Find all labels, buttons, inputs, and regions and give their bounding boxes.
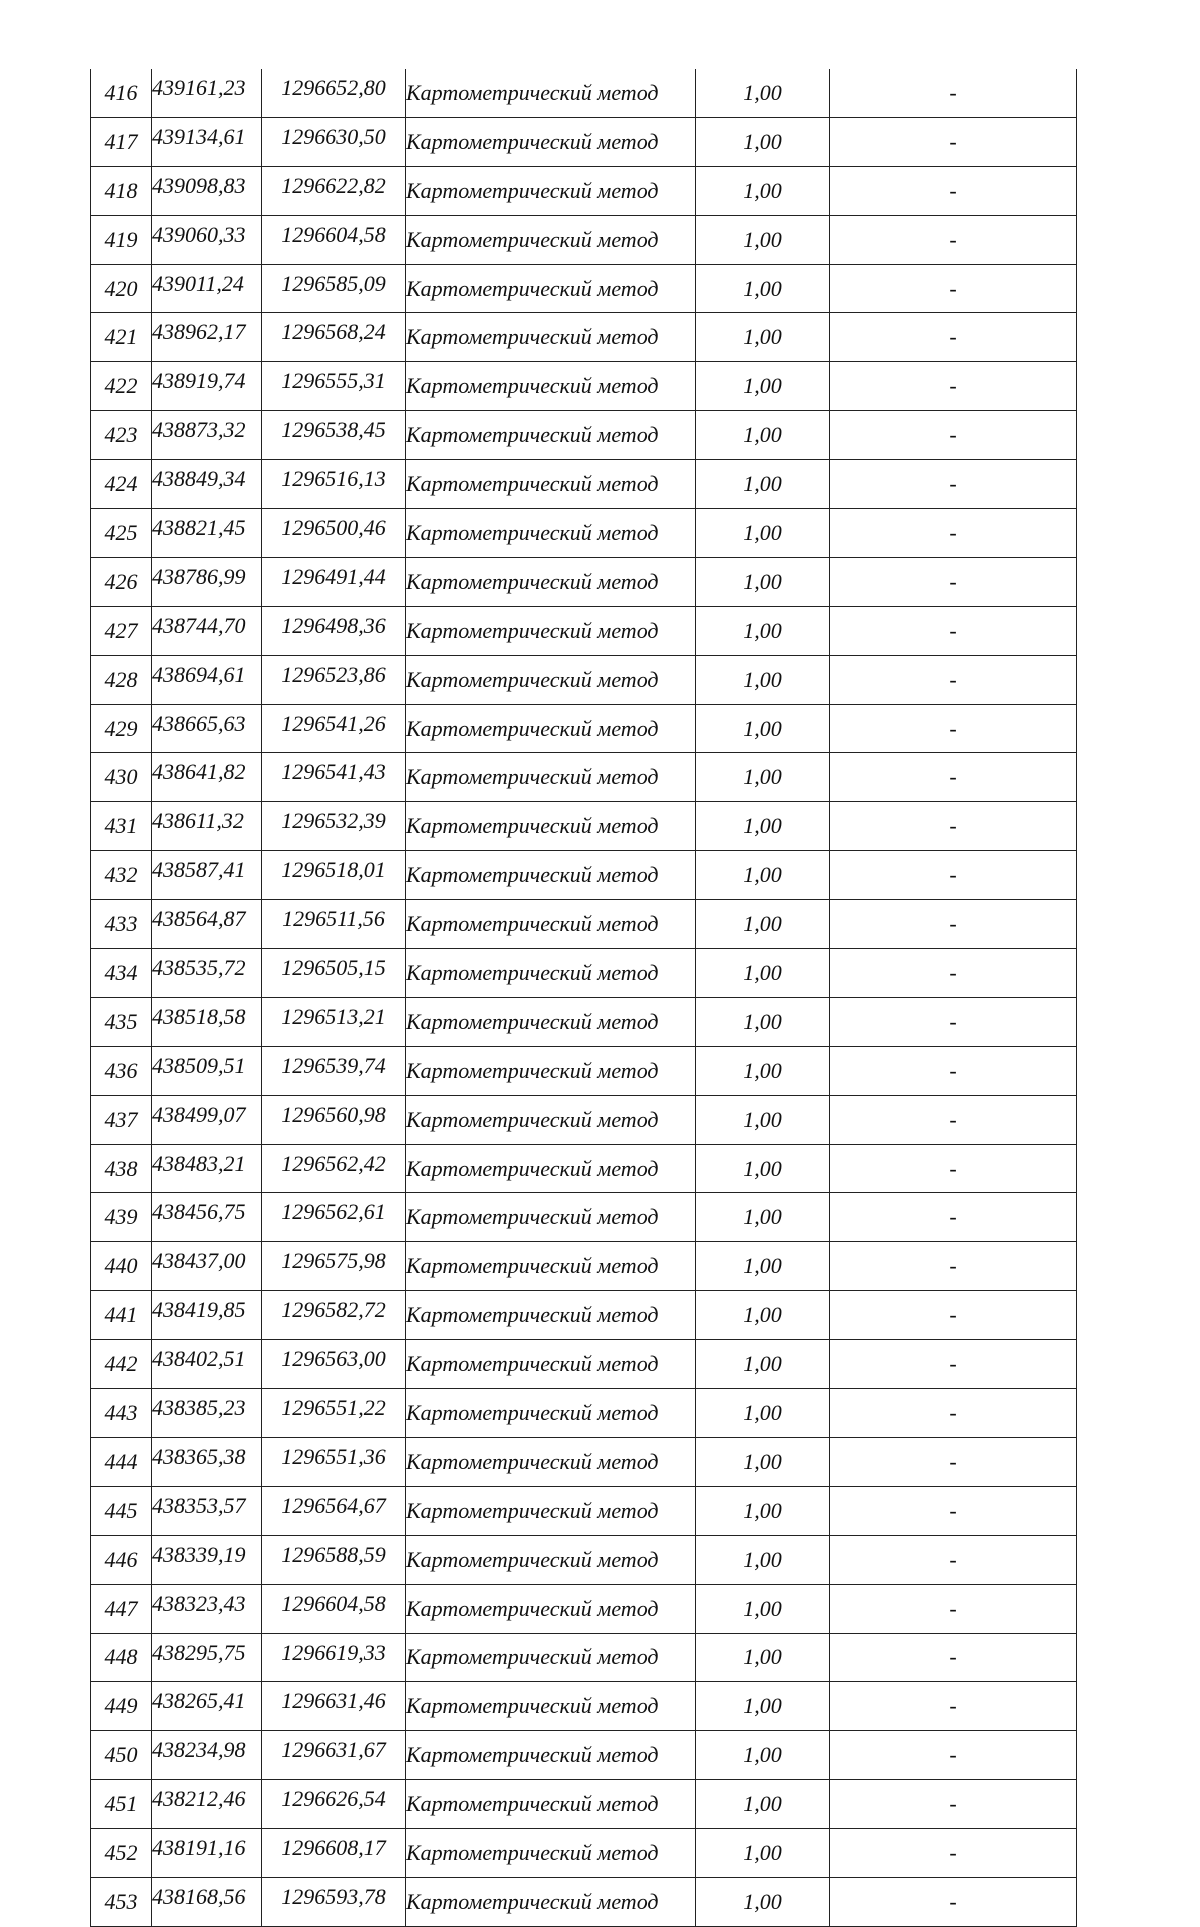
method-cell: Картометрический метод [406,1535,696,1584]
table-row [91,117,1077,166]
method-cell: Картометрический метод [406,1682,696,1731]
table-row [91,1389,1077,1438]
table-row [91,606,1077,655]
table-row [91,69,1077,117]
table-row [91,1046,1077,1095]
point-number-cell: 444 [91,1437,152,1486]
note-cell: - [830,1829,1077,1878]
y-coordinate-cell: 1296516,13 [262,460,406,509]
x-coordinate-cell: 438564,87 [152,900,262,949]
table-row [91,460,1077,509]
precision-cell: 1,00 [696,166,830,215]
note-cell: - [830,1731,1077,1780]
note-cell: - [830,900,1077,949]
y-coordinate-cell: 1296551,22 [262,1389,406,1438]
point-number-cell: 441 [91,1291,152,1340]
point-number-cell: 451 [91,1780,152,1829]
note-cell: - [830,1291,1077,1340]
x-coordinate-cell: 439098,83 [152,166,262,215]
table-row [91,362,1077,411]
method-cell: Картометрический метод [406,69,696,117]
table-row [91,557,1077,606]
point-number-cell: 432 [91,851,152,900]
table-row [91,753,1077,802]
table-row [91,851,1077,900]
note-cell: - [830,215,1077,264]
point-number-cell: 431 [91,802,152,851]
x-coordinate-cell: 438323,43 [152,1584,262,1633]
precision-cell: 1,00 [696,1584,830,1633]
note-cell: - [830,704,1077,753]
precision-cell: 1,00 [696,215,830,264]
method-cell: Картометрический метод [406,460,696,509]
method-cell: Картометрический метод [406,1340,696,1389]
table-row [91,1731,1077,1780]
y-coordinate-cell: 1296551,36 [262,1437,406,1486]
x-coordinate-cell: 438295,75 [152,1633,262,1682]
x-coordinate-cell: 438402,51 [152,1340,262,1389]
y-coordinate-cell: 1296562,61 [262,1193,406,1242]
method-cell: Картометрический метод [406,1584,696,1633]
method-cell: Картометрический метод [406,1095,696,1144]
point-number-cell: 430 [91,753,152,802]
x-coordinate-cell: 438786,99 [152,557,262,606]
method-cell: Картометрический метод [406,362,696,411]
table-row [91,704,1077,753]
point-number-cell: 445 [91,1486,152,1535]
note-cell: - [830,1144,1077,1193]
point-number-cell: 435 [91,997,152,1046]
note-cell: - [830,69,1077,117]
note-cell: - [830,117,1077,166]
point-number-cell: 425 [91,509,152,558]
method-cell: Картометрический метод [406,753,696,802]
precision-cell: 1,00 [696,1095,830,1144]
y-coordinate-cell: 1296563,00 [262,1340,406,1389]
precision-cell: 1,00 [696,606,830,655]
precision-cell: 1,00 [696,1193,830,1242]
table-row [91,313,1077,362]
method-cell: Картометрический метод [406,264,696,313]
y-coordinate-cell: 1296505,15 [262,949,406,998]
point-number-cell: 417 [91,117,152,166]
note-cell: - [830,1780,1077,1829]
point-number-cell: 426 [91,557,152,606]
x-coordinate-cell: 438821,45 [152,509,262,558]
note-cell: - [830,802,1077,851]
table-row [91,1095,1077,1144]
table-row [91,166,1077,215]
method-cell: Картометрический метод [406,1046,696,1095]
precision-cell: 1,00 [696,69,830,117]
x-coordinate-cell: 438168,56 [152,1877,262,1926]
table-row [91,1682,1077,1731]
y-coordinate-cell: 1296631,67 [262,1731,406,1780]
y-coordinate-cell: 1296631,46 [262,1682,406,1731]
method-cell: Картометрический метод [406,655,696,704]
y-coordinate-cell: 1296513,21 [262,997,406,1046]
x-coordinate-cell: 438419,85 [152,1291,262,1340]
method-cell: Картометрический метод [406,1486,696,1535]
method-cell: Картометрический метод [406,606,696,655]
note-cell: - [830,1193,1077,1242]
precision-cell: 1,00 [696,1242,830,1291]
table-row [91,1437,1077,1486]
precision-cell: 1,00 [696,362,830,411]
x-coordinate-cell: 438483,21 [152,1144,262,1193]
method-cell: Картометрический метод [406,997,696,1046]
method-cell: Картометрический метод [406,900,696,949]
point-number-cell: 433 [91,900,152,949]
y-coordinate-cell: 1296568,24 [262,313,406,362]
point-number-cell: 440 [91,1242,152,1291]
point-number-cell: 447 [91,1584,152,1633]
table-row [91,1780,1077,1829]
table-row [91,949,1077,998]
point-number-cell: 422 [91,362,152,411]
table-row [91,264,1077,313]
table-row [91,509,1077,558]
note-cell: - [830,313,1077,362]
y-coordinate-cell: 1296555,31 [262,362,406,411]
method-cell: Картометрический метод [406,117,696,166]
y-coordinate-cell: 1296523,86 [262,655,406,704]
coordinates-table [90,69,1077,1927]
y-coordinate-cell: 1296564,67 [262,1486,406,1535]
note-cell: - [830,606,1077,655]
point-number-cell: 443 [91,1389,152,1438]
method-cell: Картометрический метод [406,1877,696,1926]
table-row [91,900,1077,949]
table-row [91,1193,1077,1242]
y-coordinate-cell: 1296585,09 [262,264,406,313]
y-coordinate-cell: 1296511,56 [262,900,406,949]
y-coordinate-cell: 1296630,50 [262,117,406,166]
point-number-cell: 429 [91,704,152,753]
point-number-cell: 424 [91,460,152,509]
precision-cell: 1,00 [696,1633,830,1682]
precision-cell: 1,00 [696,1486,830,1535]
method-cell: Картометрический метод [406,1633,696,1682]
coordinates-table-body [91,69,1077,1926]
x-coordinate-cell: 438365,38 [152,1437,262,1486]
y-coordinate-cell: 1296491,44 [262,557,406,606]
x-coordinate-cell: 438339,19 [152,1535,262,1584]
precision-cell: 1,00 [696,1144,830,1193]
coordinates-sheet [90,69,1076,1927]
precision-cell: 1,00 [696,1731,830,1780]
note-cell: - [830,557,1077,606]
x-coordinate-cell: 438587,41 [152,851,262,900]
precision-cell: 1,00 [696,949,830,998]
precision-cell: 1,00 [696,264,830,313]
method-cell: Картометрический метод [406,509,696,558]
y-coordinate-cell: 1296608,17 [262,1829,406,1878]
table-row [91,1584,1077,1633]
table-row [91,1829,1077,1878]
x-coordinate-cell: 438212,46 [152,1780,262,1829]
x-coordinate-cell: 438641,82 [152,753,262,802]
y-coordinate-cell: 1296541,26 [262,704,406,753]
note-cell: - [830,1633,1077,1682]
point-number-cell: 439 [91,1193,152,1242]
note-cell: - [830,1095,1077,1144]
y-coordinate-cell: 1296622,82 [262,166,406,215]
point-number-cell: 420 [91,264,152,313]
x-coordinate-cell: 438744,70 [152,606,262,655]
x-coordinate-cell: 438849,34 [152,460,262,509]
method-cell: Картометрический метод [406,949,696,998]
method-cell: Картометрический метод [406,1780,696,1829]
x-coordinate-cell: 439161,23 [152,69,262,117]
precision-cell: 1,00 [696,557,830,606]
method-cell: Картометрический метод [406,851,696,900]
method-cell: Картометрический метод [406,1829,696,1878]
method-cell: Картометрический метод [406,1389,696,1438]
method-cell: Картометрический метод [406,215,696,264]
method-cell: Картометрический метод [406,166,696,215]
y-coordinate-cell: 1296562,42 [262,1144,406,1193]
x-coordinate-cell: 439011,24 [152,264,262,313]
x-coordinate-cell: 438353,57 [152,1486,262,1535]
note-cell: - [830,1486,1077,1535]
x-coordinate-cell: 438191,16 [152,1829,262,1878]
point-number-cell: 448 [91,1633,152,1682]
table-row [91,1291,1077,1340]
note-cell: - [830,1437,1077,1486]
precision-cell: 1,00 [696,900,830,949]
point-number-cell: 427 [91,606,152,655]
point-number-cell: 449 [91,1682,152,1731]
point-number-cell: 446 [91,1535,152,1584]
y-coordinate-cell: 1296593,78 [262,1877,406,1926]
method-cell: Картометрический метод [406,1437,696,1486]
y-coordinate-cell: 1296626,54 [262,1780,406,1829]
point-number-cell: 428 [91,655,152,704]
precision-cell: 1,00 [696,509,830,558]
note-cell: - [830,1584,1077,1633]
precision-cell: 1,00 [696,1682,830,1731]
point-number-cell: 437 [91,1095,152,1144]
method-cell: Картометрический метод [406,1242,696,1291]
note-cell: - [830,411,1077,460]
method-cell: Картометрический метод [406,1193,696,1242]
table-row [91,1633,1077,1682]
table-row [91,1486,1077,1535]
note-cell: - [830,1535,1077,1584]
y-coordinate-cell: 1296619,33 [262,1633,406,1682]
method-cell: Картометрический метод [406,802,696,851]
x-coordinate-cell: 438385,23 [152,1389,262,1438]
method-cell: Картометрический метод [406,1731,696,1780]
point-number-cell: 423 [91,411,152,460]
precision-cell: 1,00 [696,411,830,460]
note-cell: - [830,460,1077,509]
table-row [91,411,1077,460]
point-number-cell: 450 [91,1731,152,1780]
x-coordinate-cell: 439134,61 [152,117,262,166]
precision-cell: 1,00 [696,1437,830,1486]
x-coordinate-cell: 438509,51 [152,1046,262,1095]
y-coordinate-cell: 1296582,72 [262,1291,406,1340]
note-cell: - [830,1046,1077,1095]
table-row [91,215,1077,264]
precision-cell: 1,00 [696,997,830,1046]
x-coordinate-cell: 438456,75 [152,1193,262,1242]
y-coordinate-cell: 1296560,98 [262,1095,406,1144]
precision-cell: 1,00 [696,753,830,802]
x-coordinate-cell: 438611,32 [152,802,262,851]
precision-cell: 1,00 [696,313,830,362]
x-coordinate-cell: 438234,98 [152,1731,262,1780]
method-cell: Картометрический метод [406,1144,696,1193]
x-coordinate-cell: 439060,33 [152,215,262,264]
precision-cell: 1,00 [696,802,830,851]
point-number-cell: 442 [91,1340,152,1389]
y-coordinate-cell: 1296604,58 [262,215,406,264]
point-number-cell: 416 [91,69,152,117]
table-row [91,1144,1077,1193]
x-coordinate-cell: 438873,32 [152,411,262,460]
table-row [91,1242,1077,1291]
y-coordinate-cell: 1296588,59 [262,1535,406,1584]
table-row [91,1535,1077,1584]
precision-cell: 1,00 [696,1535,830,1584]
method-cell: Картометрический метод [406,313,696,362]
x-coordinate-cell: 438535,72 [152,949,262,998]
point-number-cell: 436 [91,1046,152,1095]
y-coordinate-cell: 1296518,01 [262,851,406,900]
precision-cell: 1,00 [696,117,830,166]
y-coordinate-cell: 1296538,45 [262,411,406,460]
table-row [91,997,1077,1046]
point-number-cell: 418 [91,166,152,215]
note-cell: - [830,1877,1077,1926]
precision-cell: 1,00 [696,655,830,704]
x-coordinate-cell: 438962,17 [152,313,262,362]
y-coordinate-cell: 1296539,74 [262,1046,406,1095]
y-coordinate-cell: 1296541,43 [262,753,406,802]
precision-cell: 1,00 [696,1046,830,1095]
precision-cell: 1,00 [696,1877,830,1926]
point-number-cell: 452 [91,1829,152,1878]
precision-cell: 1,00 [696,1389,830,1438]
point-number-cell: 453 [91,1877,152,1926]
precision-cell: 1,00 [696,1780,830,1829]
note-cell: - [830,166,1077,215]
precision-cell: 1,00 [696,1291,830,1340]
point-number-cell: 438 [91,1144,152,1193]
note-cell: - [830,851,1077,900]
point-number-cell: 419 [91,215,152,264]
method-cell: Картометрический метод [406,1291,696,1340]
x-coordinate-cell: 438919,74 [152,362,262,411]
precision-cell: 1,00 [696,1340,830,1389]
method-cell: Картометрический метод [406,704,696,753]
note-cell: - [830,949,1077,998]
note-cell: - [830,362,1077,411]
x-coordinate-cell: 438265,41 [152,1682,262,1731]
table-row [91,1340,1077,1389]
precision-cell: 1,00 [696,1829,830,1878]
precision-cell: 1,00 [696,460,830,509]
point-number-cell: 434 [91,949,152,998]
note-cell: - [830,997,1077,1046]
precision-cell: 1,00 [696,851,830,900]
y-coordinate-cell: 1296604,58 [262,1584,406,1633]
method-cell: Картометрический метод [406,557,696,606]
note-cell: - [830,1242,1077,1291]
point-number-cell: 421 [91,313,152,362]
note-cell: - [830,509,1077,558]
x-coordinate-cell: 438499,07 [152,1095,262,1144]
table-row [91,655,1077,704]
precision-cell: 1,00 [696,704,830,753]
note-cell: - [830,655,1077,704]
table-row [91,1877,1077,1926]
y-coordinate-cell: 1296498,36 [262,606,406,655]
x-coordinate-cell: 438437,00 [152,1242,262,1291]
note-cell: - [830,1682,1077,1731]
y-coordinate-cell: 1296575,98 [262,1242,406,1291]
x-coordinate-cell: 438665,63 [152,704,262,753]
note-cell: - [830,753,1077,802]
x-coordinate-cell: 438694,61 [152,655,262,704]
y-coordinate-cell: 1296532,39 [262,802,406,851]
y-coordinate-cell: 1296500,46 [262,509,406,558]
y-coordinate-cell: 1296652,80 [262,69,406,117]
method-cell: Картометрический метод [406,411,696,460]
table-row [91,802,1077,851]
note-cell: - [830,1389,1077,1438]
note-cell: - [830,1340,1077,1389]
x-coordinate-cell: 438518,58 [152,997,262,1046]
note-cell: - [830,264,1077,313]
